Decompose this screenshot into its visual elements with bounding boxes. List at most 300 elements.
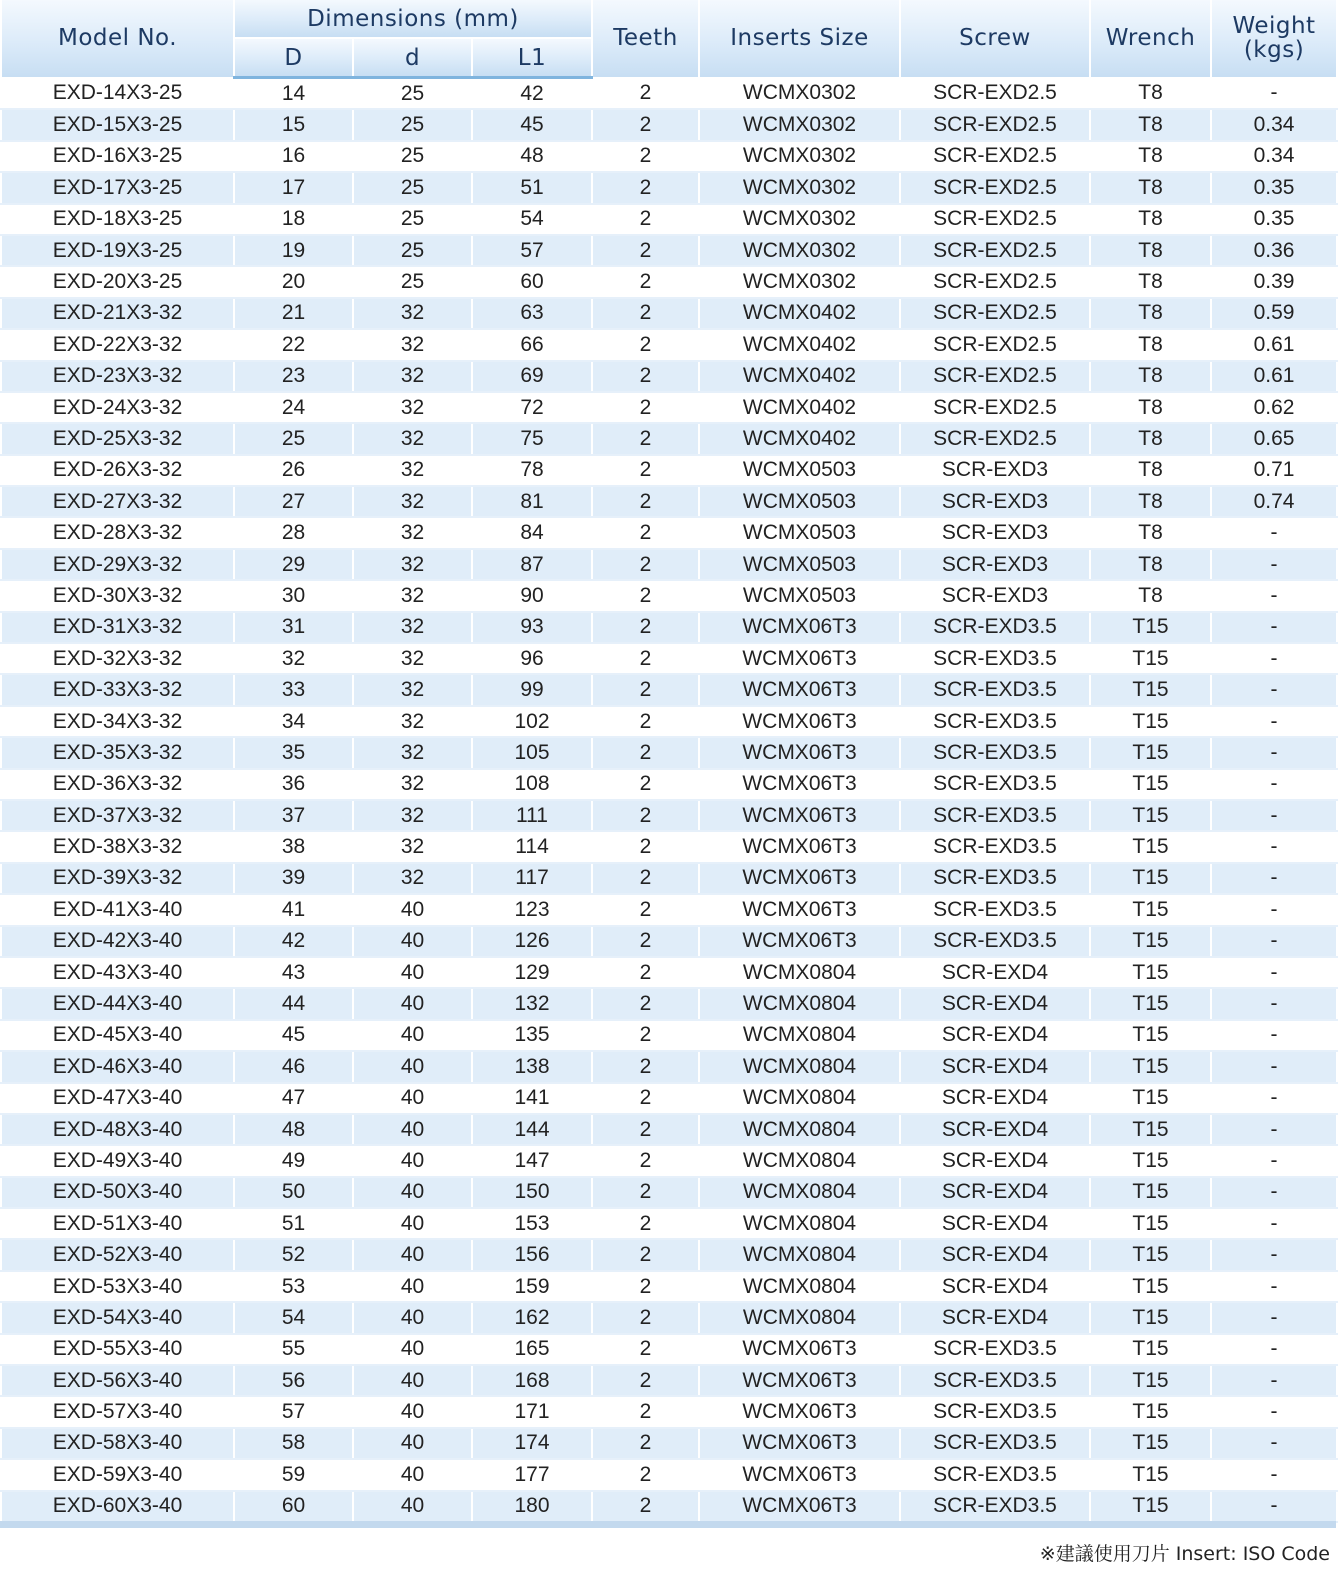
cell-dim-D: 27: [234, 486, 353, 517]
cell-weight: -: [1211, 957, 1337, 988]
cell-wrench: T8: [1090, 204, 1211, 235]
cell-model-no: EXD-24X3-32: [1, 392, 234, 423]
table-row: [1, 1020, 1337, 1051]
cell-weight: 0.74: [1211, 486, 1337, 517]
cell-wrench: T15: [1090, 1428, 1211, 1459]
cell-screw: SCR-EXD4: [900, 988, 1090, 1019]
cell-model-no: EXD-45X3-40: [1, 1020, 234, 1051]
cell-inserts-size: WCMX0402: [699, 423, 900, 454]
table-row: [1, 549, 1337, 580]
cell-dim-L1: 165: [472, 1334, 592, 1365]
cell-dim-D: 24: [234, 392, 353, 423]
cell-model-no: EXD-44X3-40: [1, 988, 234, 1019]
cell-inserts-size: WCMX0804: [699, 1145, 900, 1176]
cell-model-no: EXD-48X3-40: [1, 1114, 234, 1145]
cell-weight: -: [1211, 706, 1337, 737]
cell-inserts-size: WCMX0804: [699, 1051, 900, 1082]
cell-weight: -: [1211, 831, 1337, 862]
cell-inserts-size: WCMX06T3: [699, 1396, 900, 1427]
cell-model-no: EXD-43X3-40: [1, 957, 234, 988]
cell-model-no: EXD-42X3-40: [1, 926, 234, 957]
cell-dim-d: 32: [353, 863, 472, 894]
cell-screw: SCR-EXD3.5: [900, 674, 1090, 705]
cell-dim-L1: 63: [472, 298, 592, 329]
cell-model-no: EXD-26X3-32: [1, 455, 234, 486]
cell-inserts-size: WCMX0302: [699, 141, 900, 172]
cell-dim-L1: 99: [472, 674, 592, 705]
cell-teeth: 2: [592, 172, 699, 203]
cell-weight: 0.71: [1211, 455, 1337, 486]
cell-teeth: 2: [592, 549, 699, 580]
cell-dim-L1: 153: [472, 1208, 592, 1239]
cell-model-no: EXD-37X3-32: [1, 800, 234, 831]
cell-inserts-size: WCMX06T3: [699, 769, 900, 800]
cell-dim-L1: 162: [472, 1302, 592, 1333]
cell-teeth: 2: [592, 235, 699, 266]
cell-weight: 0.61: [1211, 329, 1337, 360]
cell-dim-D: 60: [234, 1491, 353, 1522]
cell-wrench: T15: [1090, 1302, 1211, 1333]
cell-dim-D: 33: [234, 674, 353, 705]
cell-dim-D: 15: [234, 109, 353, 140]
table-row: [1, 172, 1337, 203]
header-wrench: Wrench: [1090, 0, 1211, 78]
cell-teeth: 2: [592, 863, 699, 894]
cell-dim-L1: 129: [472, 957, 592, 988]
cell-dim-D: 28: [234, 517, 353, 548]
cell-wrench: T15: [1090, 1208, 1211, 1239]
cell-model-no: EXD-35X3-32: [1, 737, 234, 768]
table-row: [1, 1491, 1337, 1522]
cell-teeth: 2: [592, 831, 699, 862]
cell-dim-D: 29: [234, 549, 353, 580]
cell-model-no: EXD-21X3-32: [1, 298, 234, 329]
table-row: [1, 1239, 1337, 1270]
cell-dim-d: 40: [353, 1177, 472, 1208]
table-row: [1, 643, 1337, 674]
cell-dim-D: 31: [234, 612, 353, 643]
cell-dim-L1: 117: [472, 863, 592, 894]
cell-dim-L1: 51: [472, 172, 592, 203]
cell-weight: -: [1211, 1051, 1337, 1082]
cell-inserts-size: WCMX06T3: [699, 706, 900, 737]
cell-dim-D: 26: [234, 455, 353, 486]
table-row: [1, 266, 1337, 297]
table-row: [1, 204, 1337, 235]
cell-screw: SCR-EXD4: [900, 1020, 1090, 1051]
cell-wrench: T15: [1090, 894, 1211, 925]
cell-dim-D: 48: [234, 1114, 353, 1145]
cell-dim-L1: 42: [472, 78, 592, 110]
header-teeth: Teeth: [592, 0, 699, 78]
cell-dim-L1: 48: [472, 141, 592, 172]
cell-wrench: T8: [1090, 141, 1211, 172]
cell-teeth: 2: [592, 1083, 699, 1114]
cell-dim-d: 32: [353, 455, 472, 486]
cell-wrench: T15: [1090, 831, 1211, 862]
cell-dim-d: 32: [353, 423, 472, 454]
cell-screw: SCR-EXD3: [900, 517, 1090, 548]
cell-weight: -: [1211, 800, 1337, 831]
cell-teeth: 2: [592, 1177, 699, 1208]
cell-wrench: T15: [1090, 800, 1211, 831]
cell-inserts-size: WCMX0804: [699, 1020, 900, 1051]
table-row: [1, 926, 1337, 957]
table-row: [1, 1365, 1337, 1396]
cell-screw: SCR-EXD4: [900, 1114, 1090, 1145]
cell-wrench: T15: [1090, 988, 1211, 1019]
cell-dim-D: 23: [234, 361, 353, 392]
header-model-no: Model No.: [1, 0, 234, 78]
cell-dim-d: 32: [353, 486, 472, 517]
table-row: [1, 1396, 1337, 1427]
cell-teeth: 2: [592, 1334, 699, 1365]
cell-screw: SCR-EXD4: [900, 957, 1090, 988]
table-row: [1, 706, 1337, 737]
cell-weight: -: [1211, 737, 1337, 768]
cell-wrench: T8: [1090, 486, 1211, 517]
cell-weight: -: [1211, 894, 1337, 925]
cell-weight: -: [1211, 1208, 1337, 1239]
table-row: [1, 78, 1337, 110]
cell-dim-L1: 75: [472, 423, 592, 454]
cell-teeth: 2: [592, 1271, 699, 1302]
table-row: [1, 361, 1337, 392]
table-row: [1, 141, 1337, 172]
cell-dim-L1: 171: [472, 1396, 592, 1427]
cell-dim-L1: 150: [472, 1177, 592, 1208]
cell-model-no: EXD-38X3-32: [1, 831, 234, 862]
header-dim-d: d: [353, 38, 472, 78]
cell-inserts-size: WCMX06T3: [699, 643, 900, 674]
cell-dim-d: 32: [353, 737, 472, 768]
cell-screw: SCR-EXD4: [900, 1083, 1090, 1114]
cell-dim-d: 32: [353, 706, 472, 737]
cell-inserts-size: WCMX0402: [699, 298, 900, 329]
cell-model-no: EXD-29X3-32: [1, 549, 234, 580]
table-row: [1, 329, 1337, 360]
cell-dim-L1: 84: [472, 517, 592, 548]
cell-dim-L1: 132: [472, 988, 592, 1019]
cell-teeth: 2: [592, 769, 699, 800]
cell-screw: SCR-EXD4: [900, 1051, 1090, 1082]
cell-screw: SCR-EXD2.5: [900, 78, 1090, 110]
cell-dim-L1: 78: [472, 455, 592, 486]
cell-wrench: T15: [1090, 863, 1211, 894]
cell-inserts-size: WCMX06T3: [699, 1459, 900, 1490]
cell-dim-d: 25: [353, 266, 472, 297]
cell-dim-D: 21: [234, 298, 353, 329]
cell-model-no: EXD-20X3-25: [1, 266, 234, 297]
cell-teeth: 2: [592, 612, 699, 643]
cell-dim-D: 50: [234, 1177, 353, 1208]
cell-dim-d: 40: [353, 1365, 472, 1396]
cell-inserts-size: WCMX0804: [699, 1177, 900, 1208]
cell-wrench: T15: [1090, 1271, 1211, 1302]
cell-weight: 0.34: [1211, 141, 1337, 172]
cell-inserts-size: WCMX06T3: [699, 1428, 900, 1459]
cell-dim-D: 35: [234, 737, 353, 768]
cell-inserts-size: WCMX0804: [699, 988, 900, 1019]
header-dim-D: D: [234, 38, 353, 78]
cell-wrench: T15: [1090, 706, 1211, 737]
cell-dim-D: 43: [234, 957, 353, 988]
cell-dim-D: 44: [234, 988, 353, 1019]
table-row: [1, 109, 1337, 140]
cell-teeth: 2: [592, 800, 699, 831]
cell-dim-d: 40: [353, 1239, 472, 1270]
cell-dim-d: 40: [353, 1334, 472, 1365]
cell-screw: SCR-EXD3.5: [900, 1459, 1090, 1490]
cell-dim-L1: 177: [472, 1459, 592, 1490]
cell-wrench: T15: [1090, 926, 1211, 957]
cell-teeth: 2: [592, 674, 699, 705]
table-row: [1, 612, 1337, 643]
cell-dim-L1: 102: [472, 706, 592, 737]
cell-dim-d: 25: [353, 204, 472, 235]
cell-dim-D: 36: [234, 769, 353, 800]
cell-inserts-size: WCMX0503: [699, 549, 900, 580]
cell-screw: SCR-EXD3.5: [900, 769, 1090, 800]
cell-dim-D: 45: [234, 1020, 353, 1051]
cell-inserts-size: WCMX06T3: [699, 863, 900, 894]
cell-screw: SCR-EXD2.5: [900, 298, 1090, 329]
cell-wrench: T8: [1090, 580, 1211, 611]
cell-weight: 0.59: [1211, 298, 1337, 329]
cell-screw: SCR-EXD2.5: [900, 141, 1090, 172]
cell-inserts-size: WCMX0804: [699, 1271, 900, 1302]
cell-dim-d: 40: [353, 1145, 472, 1176]
cell-screw: SCR-EXD3: [900, 549, 1090, 580]
footnote: ※建議使用刀片 Insert: ISO Code: [1039, 1543, 1330, 1565]
cell-inserts-size: WCMX06T3: [699, 800, 900, 831]
cell-dim-D: 17: [234, 172, 353, 203]
cell-model-no: EXD-58X3-40: [1, 1428, 234, 1459]
cell-dim-L1: 96: [472, 643, 592, 674]
cell-model-no: EXD-54X3-40: [1, 1302, 234, 1333]
table-row: [1, 1208, 1337, 1239]
cell-screw: SCR-EXD3.5: [900, 737, 1090, 768]
table-row: [1, 580, 1337, 611]
header-weight-line1: Weight: [1232, 13, 1316, 40]
cell-weight: 0.35: [1211, 172, 1337, 203]
cell-dim-d: 40: [353, 1428, 472, 1459]
table-row: [1, 674, 1337, 705]
cell-dim-d: 40: [353, 894, 472, 925]
cell-dim-d: 32: [353, 580, 472, 611]
cell-teeth: 2: [592, 517, 699, 548]
table-row: [1, 517, 1337, 548]
cell-wrench: T8: [1090, 266, 1211, 297]
table-row: [1, 988, 1337, 1019]
cell-dim-D: 52: [234, 1239, 353, 1270]
cell-dim-D: 32: [234, 643, 353, 674]
cell-teeth: 2: [592, 957, 699, 988]
cell-wrench: T15: [1090, 769, 1211, 800]
cell-dim-L1: 174: [472, 1428, 592, 1459]
cell-model-no: EXD-51X3-40: [1, 1208, 234, 1239]
cell-model-no: EXD-23X3-32: [1, 361, 234, 392]
cell-inserts-size: WCMX06T3: [699, 1334, 900, 1365]
cell-dim-D: 51: [234, 1208, 353, 1239]
cell-model-no: EXD-59X3-40: [1, 1459, 234, 1490]
cell-inserts-size: WCMX0804: [699, 1114, 900, 1145]
cell-teeth: 2: [592, 1396, 699, 1427]
cell-dim-L1: 159: [472, 1271, 592, 1302]
table-row: [1, 1459, 1337, 1490]
cell-weight: 0.62: [1211, 392, 1337, 423]
cell-screw: SCR-EXD3.5: [900, 1334, 1090, 1365]
cell-dim-d: 40: [353, 988, 472, 1019]
cell-dim-d: 32: [353, 392, 472, 423]
cell-screw: SCR-EXD3.5: [900, 1491, 1090, 1522]
table-row: [1, 1177, 1337, 1208]
cell-dim-d: 32: [353, 298, 472, 329]
header-dimensions: Dimensions (mm): [234, 0, 592, 38]
cell-dim-L1: 168: [472, 1365, 592, 1396]
cell-dim-d: 32: [353, 643, 472, 674]
cell-inserts-size: WCMX06T3: [699, 894, 900, 925]
table-body: [1, 78, 1337, 1522]
cell-dim-d: 25: [353, 172, 472, 203]
cell-inserts-size: WCMX06T3: [699, 737, 900, 768]
table-row: [1, 235, 1337, 266]
cell-wrench: T15: [1090, 1145, 1211, 1176]
cell-screw: SCR-EXD2.5: [900, 329, 1090, 360]
cell-dim-D: 42: [234, 926, 353, 957]
cell-wrench: T8: [1090, 78, 1211, 110]
table-header: [1, 0, 1337, 78]
cell-weight: -: [1211, 988, 1337, 1019]
cell-screw: SCR-EXD2.5: [900, 423, 1090, 454]
table-row: [1, 863, 1337, 894]
cell-dim-D: 53: [234, 1271, 353, 1302]
cell-dim-D: 47: [234, 1083, 353, 1114]
cell-weight: -: [1211, 1334, 1337, 1365]
cell-model-no: EXD-34X3-32: [1, 706, 234, 737]
table-row: [1, 423, 1337, 454]
cell-screw: SCR-EXD3.5: [900, 706, 1090, 737]
cell-weight: -: [1211, 1491, 1337, 1522]
cell-model-no: EXD-53X3-40: [1, 1271, 234, 1302]
table-row: [1, 737, 1337, 768]
cell-model-no: EXD-46X3-40: [1, 1051, 234, 1082]
cell-dim-d: 25: [353, 235, 472, 266]
cell-wrench: T15: [1090, 1396, 1211, 1427]
cell-model-no: EXD-22X3-32: [1, 329, 234, 360]
cell-model-no: EXD-57X3-40: [1, 1396, 234, 1427]
table-row: [1, 1334, 1337, 1365]
cell-teeth: 2: [592, 141, 699, 172]
cell-dim-L1: 141: [472, 1083, 592, 1114]
cell-dim-D: 41: [234, 894, 353, 925]
cell-teeth: 2: [592, 1145, 699, 1176]
cell-dim-L1: 45: [472, 109, 592, 140]
cell-teeth: 2: [592, 580, 699, 611]
cell-screw: SCR-EXD4: [900, 1239, 1090, 1270]
cell-dim-d: 40: [353, 1459, 472, 1490]
cell-screw: SCR-EXD3.5: [900, 926, 1090, 957]
cell-dim-L1: 57: [472, 235, 592, 266]
table-row: [1, 769, 1337, 800]
cell-weight: -: [1211, 643, 1337, 674]
cell-teeth: 2: [592, 1459, 699, 1490]
cell-wrench: T15: [1090, 1239, 1211, 1270]
cell-model-no: EXD-14X3-25: [1, 78, 234, 110]
cell-dim-d: 40: [353, 1114, 472, 1145]
cell-teeth: 2: [592, 392, 699, 423]
cell-dim-D: 38: [234, 831, 353, 862]
cell-dim-d: 40: [353, 1051, 472, 1082]
cell-weight: 0.35: [1211, 204, 1337, 235]
cell-weight: -: [1211, 1271, 1337, 1302]
cell-weight: -: [1211, 1177, 1337, 1208]
table-bottom-bar: [0, 1521, 1336, 1528]
cell-dim-D: 59: [234, 1459, 353, 1490]
cell-teeth: 2: [592, 1365, 699, 1396]
cell-teeth: 2: [592, 926, 699, 957]
cell-dim-L1: 81: [472, 486, 592, 517]
cell-screw: SCR-EXD4: [900, 1145, 1090, 1176]
cell-teeth: 2: [592, 329, 699, 360]
cell-wrench: T8: [1090, 392, 1211, 423]
cell-inserts-size: WCMX06T3: [699, 831, 900, 862]
cell-dim-L1: 114: [472, 831, 592, 862]
cell-teeth: 2: [592, 1239, 699, 1270]
cell-teeth: 2: [592, 988, 699, 1019]
table-row: [1, 298, 1337, 329]
cell-teeth: 2: [592, 204, 699, 235]
cell-inserts-size: WCMX0804: [699, 1239, 900, 1270]
cell-dim-D: 34: [234, 706, 353, 737]
cell-teeth: 2: [592, 1020, 699, 1051]
cell-dim-L1: 135: [472, 1020, 592, 1051]
cell-dim-D: 49: [234, 1145, 353, 1176]
cell-weight: 0.61: [1211, 361, 1337, 392]
cell-weight: 0.36: [1211, 235, 1337, 266]
cell-screw: SCR-EXD3.5: [900, 1396, 1090, 1427]
cell-dim-L1: 72: [472, 392, 592, 423]
cell-teeth: 2: [592, 109, 699, 140]
cell-teeth: 2: [592, 298, 699, 329]
cell-weight: -: [1211, 1302, 1337, 1333]
cell-inserts-size: WCMX0804: [699, 1083, 900, 1114]
cell-model-no: EXD-36X3-32: [1, 769, 234, 800]
cell-wrench: T8: [1090, 455, 1211, 486]
cell-inserts-size: WCMX0402: [699, 329, 900, 360]
cell-dim-D: 20: [234, 266, 353, 297]
cell-model-no: EXD-39X3-32: [1, 863, 234, 894]
cell-dim-L1: 180: [472, 1491, 592, 1522]
cell-dim-L1: 123: [472, 894, 592, 925]
cell-model-no: EXD-25X3-32: [1, 423, 234, 454]
table-row: [1, 1083, 1337, 1114]
cell-weight: -: [1211, 612, 1337, 643]
cell-screw: SCR-EXD2.5: [900, 361, 1090, 392]
cell-screw: SCR-EXD2.5: [900, 109, 1090, 140]
table-row: [1, 800, 1337, 831]
cell-dim-D: 19: [234, 235, 353, 266]
cell-weight: -: [1211, 1428, 1337, 1459]
cell-dim-L1: 147: [472, 1145, 592, 1176]
cell-wrench: T15: [1090, 737, 1211, 768]
cell-teeth: 2: [592, 737, 699, 768]
cell-model-no: EXD-41X3-40: [1, 894, 234, 925]
cell-dim-d: 40: [353, 926, 472, 957]
cell-model-no: EXD-56X3-40: [1, 1365, 234, 1396]
cell-model-no: EXD-47X3-40: [1, 1083, 234, 1114]
cell-dim-L1: 66: [472, 329, 592, 360]
